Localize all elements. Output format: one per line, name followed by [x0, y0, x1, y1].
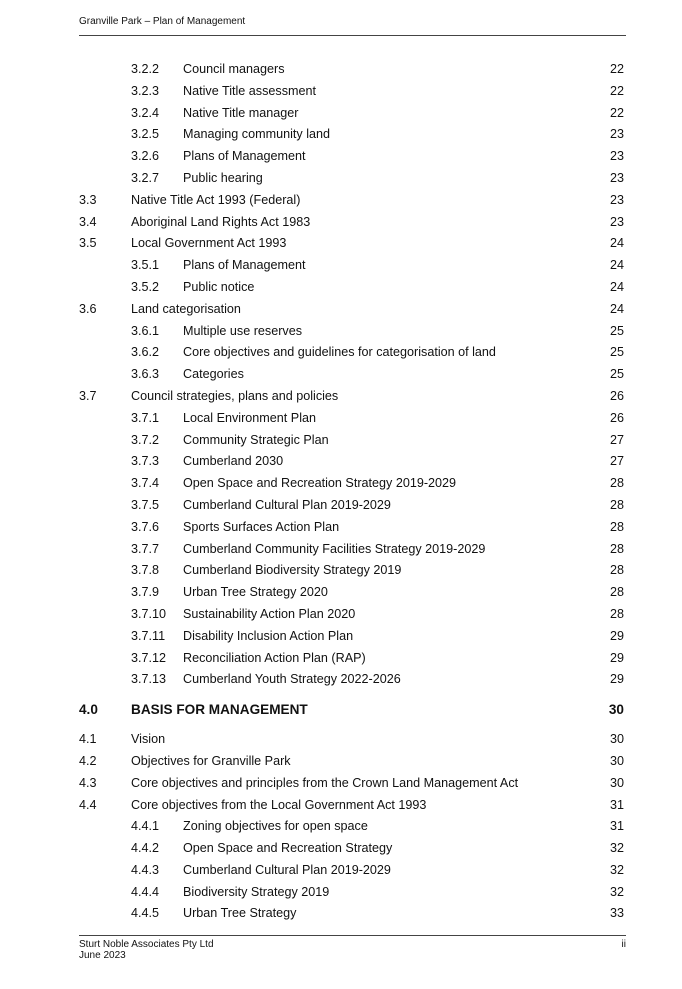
toc-entry-number: 3.7.12 — [131, 650, 167, 665]
toc-entry-number: 4.4 — [79, 797, 97, 812]
toc-entry[interactable] — [0, 517, 682, 539]
toc-entry-page-number: 32 — [609, 862, 624, 877]
toc-entry[interactable] — [0, 838, 682, 860]
toc-entry-title: Land categorisation — [131, 301, 241, 316]
toc-entry-page-number: 22 — [609, 105, 624, 120]
toc-entry-title: Cumberland Cultural Plan 2019-2029 — [183, 497, 391, 512]
toc-entry-number: 3.7.1 — [131, 410, 160, 425]
toc-entry-page-number: 26 — [609, 388, 624, 403]
toc-entry-page-number: 30 — [608, 702, 624, 718]
toc-entry-title: Core objectives from the Local Government Act 1993 — [131, 797, 427, 812]
footer-page-number: ii — [621, 939, 626, 950]
toc-entry[interactable] — [0, 560, 682, 582]
toc-entry[interactable] — [0, 321, 682, 343]
toc-entry-number: 3.7.4 — [131, 476, 160, 491]
toc-entry-title: Cumberland Cultural Plan 2019-2029 — [183, 862, 391, 877]
toc-entry[interactable] — [0, 816, 682, 838]
toc-entry-number: 4.0 — [79, 702, 98, 718]
toc-entry-title: Cumberland Community Facilities Strategy 2019-2029 — [183, 541, 486, 556]
toc-entry[interactable] — [0, 860, 682, 882]
toc-entry-number: 3.2.6 — [131, 149, 160, 164]
toc-entry-page-number: 24 — [609, 236, 624, 251]
toc-entry[interactable] — [0, 495, 682, 517]
toc-entry-page-number: 30 — [609, 753, 624, 768]
toc-entry-number: 3.2.4 — [131, 105, 160, 120]
toc-entry-title: Native Title assessment — [183, 83, 316, 98]
toc-entry-page-number: 27 — [609, 432, 624, 447]
toc-entry-page-number: 25 — [609, 345, 624, 360]
toc-entry[interactable] — [0, 669, 682, 691]
toc-entry-page-number: 33 — [609, 906, 624, 921]
toc-entry-page-number: 25 — [609, 367, 624, 382]
toc-entry[interactable] — [0, 146, 682, 168]
toc-entry-title: Public hearing — [183, 170, 263, 185]
toc-entry-page-number: 22 — [609, 83, 624, 98]
toc-entry-number: 3.7 — [79, 388, 97, 403]
toc-entry-number: 3.7.5 — [131, 497, 160, 512]
toc-entry[interactable] — [0, 582, 682, 604]
toc-entry-number: 4.4.3 — [131, 862, 160, 877]
toc-entry-number: 4.2 — [79, 753, 97, 768]
toc-entry-number: 3.7.13 — [131, 672, 167, 687]
toc-entry-page-number: 28 — [609, 606, 624, 621]
toc-entry-title: Native Title manager — [183, 105, 299, 120]
toc-entry-number: 3.5.2 — [131, 279, 160, 294]
toc-entry-page-number: 28 — [609, 476, 624, 491]
toc-entry-title: Open Space and Recreation Strategy — [183, 841, 393, 856]
toc-entry[interactable] — [0, 408, 682, 430]
toc-entry-number: 3.5.1 — [131, 258, 160, 273]
toc-entry-page-number: 24 — [609, 301, 624, 316]
toc-entry[interactable] — [0, 299, 682, 321]
toc-entry-number: 3.7.11 — [131, 628, 166, 643]
toc-entry-number: 3.2.5 — [131, 127, 160, 142]
toc-entry-number: 3.2.2 — [131, 62, 160, 76]
toc-entry-number: 3.6.3 — [131, 367, 160, 382]
toc-entry-page-number: 25 — [609, 323, 624, 338]
toc-entry[interactable] — [0, 751, 682, 773]
document-title: Granville Park – Plan of Management — [79, 16, 246, 27]
toc-entry[interactable] — [0, 451, 682, 473]
toc-entry-title: Multiple use reserves — [183, 323, 302, 338]
toc-entry-page-number: 31 — [609, 819, 624, 834]
toc-entry-title: Cumberland Youth Strategy 2022-2026 — [183, 672, 401, 687]
toc-entry-title: Local Government Act 1993 — [131, 236, 287, 251]
toc-entry-title: Sports Surfaces Action Plan — [183, 519, 340, 534]
toc-entry[interactable] — [0, 59, 682, 81]
toc-entry-number: 4.4.2 — [131, 841, 160, 856]
toc-entry-page-number: 29 — [609, 672, 624, 687]
toc-entry-number: 4.4.5 — [131, 906, 160, 921]
toc-entry-title: Vision — [131, 732, 166, 747]
toc-entry[interactable] — [0, 729, 682, 751]
toc-entry[interactable] — [0, 430, 682, 452]
toc-entry[interactable] — [0, 190, 682, 212]
toc-entry-title: Council strategies, plans and policies — [131, 388, 339, 403]
toc-entry[interactable] — [0, 81, 682, 103]
toc-entry-number: 3.2.7 — [131, 170, 160, 185]
toc-entry[interactable] — [0, 277, 682, 299]
toc-entry-page-number: 22 — [609, 62, 624, 76]
toc-entry-title: Cumberland 2030 — [183, 454, 284, 469]
toc-entry[interactable] — [0, 168, 682, 190]
toc-entry[interactable] — [0, 691, 682, 729]
toc-entry[interactable] — [0, 255, 682, 277]
toc-entry-page-number: 27 — [609, 454, 624, 469]
toc-entry-title: Disability Inclusion Action Plan — [183, 628, 354, 643]
toc-entry-number: 3.6.2 — [131, 345, 160, 360]
toc-entry-page-number: 32 — [609, 884, 624, 899]
toc-entry-page-number: 29 — [609, 628, 624, 643]
table-of-contents — [0, 59, 682, 925]
toc-entry-number: 3.7.3 — [131, 454, 160, 469]
toc-entry-number: 3.7.8 — [131, 563, 160, 578]
toc-entry-title: Open Space and Recreation Strategy 2019-2029 — [183, 476, 457, 491]
toc-entry[interactable] — [0, 539, 682, 561]
toc-entry-number: 3.3 — [79, 192, 97, 207]
toc-entry[interactable] — [0, 386, 682, 408]
toc-entry-page-number: 28 — [609, 541, 624, 556]
toc-entry-title: BASIS FOR MANAGEMENT — [131, 702, 308, 718]
toc-entry-page-number: 28 — [609, 497, 624, 512]
toc-entry[interactable] — [0, 626, 682, 648]
toc-entry-title: Objectives for Granville Park — [131, 753, 291, 768]
toc-entry-number: 3.7.6 — [131, 519, 160, 534]
toc-entry[interactable] — [0, 342, 682, 364]
toc-entry[interactable] — [0, 795, 682, 817]
toc-entry[interactable] — [0, 124, 682, 146]
toc-entry-title: Council managers — [183, 62, 285, 76]
toc-entry[interactable] — [0, 103, 682, 125]
footer-date: June 2023 — [79, 950, 126, 961]
toc-entry-title: Zoning objectives for open space — [183, 819, 368, 834]
toc-entry-page-number: 24 — [609, 279, 624, 294]
toc-entry-title: Aboriginal Land Rights Act 1983 — [131, 214, 311, 229]
toc-entry-page-number: 23 — [609, 192, 624, 207]
toc-entry-number: 3.4 — [79, 214, 97, 229]
toc-entry-number: 3.5 — [79, 236, 97, 251]
toc-entry[interactable] — [0, 773, 682, 795]
toc-entry-page-number: 28 — [609, 563, 624, 578]
toc-entry-number: 3.7.7 — [131, 541, 160, 556]
toc-entry-page-number: 23 — [609, 127, 624, 142]
toc-entry-number: 3.7.2 — [131, 432, 160, 447]
toc-entry-number: 4.1 — [79, 732, 97, 747]
toc-entry[interactable] — [0, 882, 682, 904]
page-header — [79, 14, 626, 36]
toc-entry-page-number: 28 — [609, 519, 624, 534]
toc-entry-title: Urban Tree Strategy 2020 — [183, 585, 328, 600]
toc-entry-number: 4.3 — [79, 775, 97, 790]
toc-entry-title: Community Strategic Plan — [183, 432, 329, 447]
toc-entry-page-number: 24 — [609, 258, 624, 273]
toc-entry[interactable] — [0, 473, 682, 495]
toc-entry-title: Urban Tree Strategy — [183, 906, 297, 921]
toc-entry-title: Core objectives and principles from the Crown Land Management Act — [131, 775, 519, 790]
toc-entry-number: 3.7.9 — [131, 585, 160, 600]
toc-entry-title: Managing community land — [183, 127, 331, 142]
toc-entry[interactable] — [0, 233, 682, 255]
footer-left — [79, 939, 214, 961]
toc-entry-title: Core objectives and guidelines for categorisation of land — [183, 345, 496, 360]
toc-entry-page-number: 26 — [609, 410, 624, 425]
page-footer — [79, 935, 626, 961]
toc-entry-page-number: 30 — [609, 732, 624, 747]
toc-entry-number: 4.4.4 — [131, 884, 160, 899]
toc-entry-number: 3.6.1 — [131, 323, 160, 338]
toc-entry-title: Public notice — [183, 279, 255, 294]
toc-entry-title: Categories — [183, 367, 244, 382]
toc-entry[interactable] — [0, 648, 682, 670]
toc-entry-title: Reconciliation Action Plan (RAP) — [183, 650, 366, 665]
toc-entry-number: 4.4.1 — [131, 819, 160, 834]
footer-company: Sturt Noble Associates Pty Ltd — [79, 939, 214, 950]
toc-entry-page-number: 23 — [609, 214, 624, 229]
toc-entry-title: Cumberland Biodiversity Strategy 2019 — [183, 563, 402, 578]
toc-entry-title: Local Environment Plan — [183, 410, 317, 425]
toc-entry[interactable] — [0, 212, 682, 234]
toc-entry-title: Plans of Management — [183, 258, 306, 273]
toc-entry-page-number: 31 — [609, 797, 624, 812]
toc-entry-page-number: 28 — [609, 585, 624, 600]
toc-entry[interactable] — [0, 903, 682, 925]
toc-entry-page-number: 29 — [609, 650, 624, 665]
toc-entry-title: Plans of Management — [183, 149, 306, 164]
toc-entry-number: 3.6 — [79, 301, 97, 316]
toc-entry[interactable] — [0, 604, 682, 626]
toc-entry-page-number: 32 — [609, 841, 624, 856]
toc-entry-page-number: 30 — [609, 775, 624, 790]
toc-entry-title: Native Title Act 1993 (Federal) — [131, 192, 301, 207]
toc-entry-number: 3.7.10 — [131, 606, 167, 621]
toc-entry-title: Sustainability Action Plan 2020 — [183, 606, 356, 621]
toc-entry-page-number: 23 — [609, 149, 624, 164]
toc-entry-title: Biodiversity Strategy 2019 — [183, 884, 330, 899]
toc-entry[interactable] — [0, 364, 682, 386]
toc-entry-page-number: 23 — [609, 170, 624, 185]
toc-entry-number: 3.2.3 — [131, 83, 160, 98]
